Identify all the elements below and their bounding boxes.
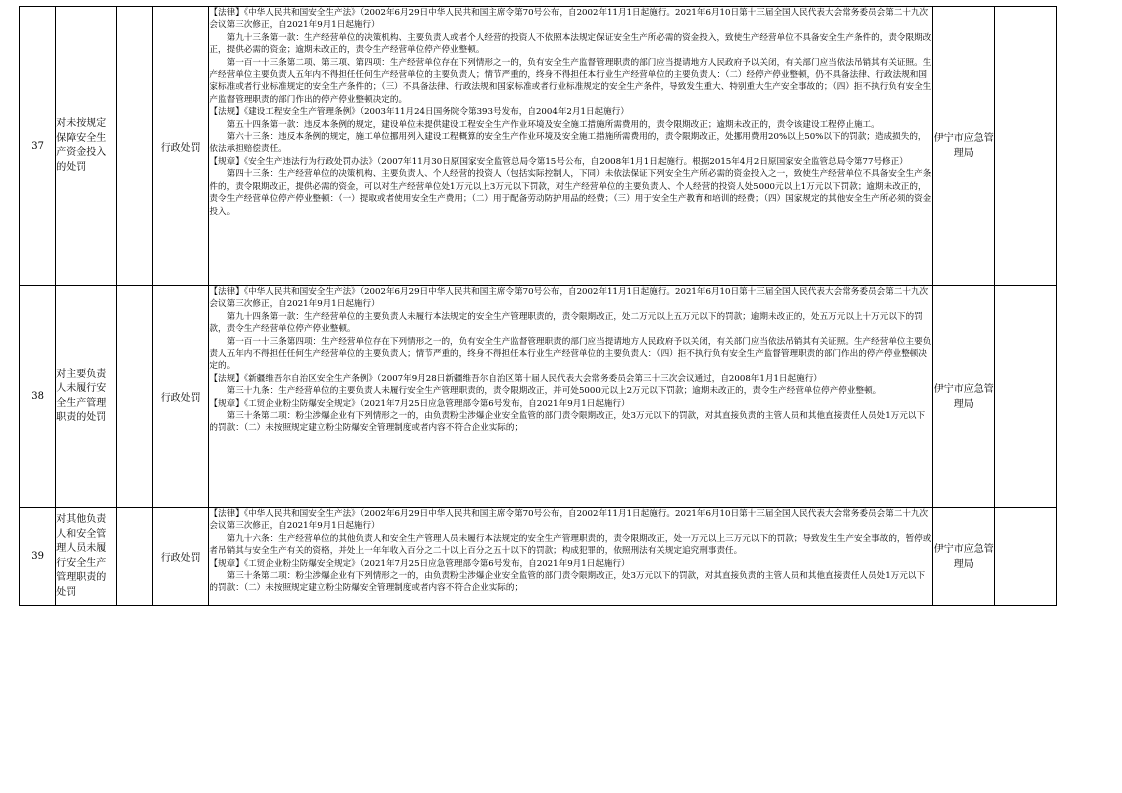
basis-paragraph: 第三十条第二项：粉尘涉爆企业有下列情形之一的，由负责粉尘涉爆企业安全监管的部门责令限期改正，处3万元以下的罚款，对其直接负责的主管人员和其他直接责任人员处1万元以下的罚款：（二）未按照规定建立粉尘防爆安全管理制度或者内容不符合企业实际的； [209,411,926,434]
item-name: 对其他负责人和安全管理人员未履行安全生产管理职责的处罚 [56,508,116,606]
item-type: 行政处罚 [152,7,208,286]
legal-basis-text [209,508,932,605]
legal-basis-text [209,7,932,285]
row-number: 39 [20,508,56,606]
basis-paragraph: 【法律】《中华人民共和国安全生产法》（2002年6月29日中华人民共和国主席令第70号公布，自2002年11月1日起施行。2021年6月10日第十三届全国人民代表大会常务委员会第二十九次会议第三次修正，自2021年9月1日起施行） [209,287,929,310]
basis-paragraph: 第九十六条：生产经营单位的其他负责人和安全生产管理人员未履行本法规定的安全生产管理职责的，责令限期改正，处一万元以上三万元以下的罚款；导致发生生产安全事故的，暂停或者吊销其与安全生产有关的资格，并处上一年年收入百分之二十以上百分之五十以下的罚款；构成犯罪的，依照刑法有关规定追究刑事责任。 [209,533,932,557]
basis-paragraph: 第九十三条第一款：生产经营单位的决策机构、主要负责人或者个人经营的投资人不依照本法规定保证安全生产所必需的资金投入，致使生产经营单位不具备安全生产条件的，责令限期改正，提供必需的资金；逾期未改正的，责令生产经营单位停产停业整顿。 [209,32,932,56]
legal-basis [209,7,933,286]
responsible-org: 伊宁市应急管理局 [932,508,994,606]
remarks-cell [995,508,1057,606]
table-row [20,508,1057,606]
remarks-cell [995,7,1057,286]
basis-paragraph: 【规章】《安全生产违法行为行政处罚办法》（2007年11月30日原国家安全监管总局令第15号公布，自2008年1月1日起施行。根据2015年4月2日原国家安全监管总局令第77号修正） [209,156,908,167]
basis-paragraph: 【法律】《中华人民共和国安全生产法》（2002年6月29日中华人民共和国主席令第70号公布，自2002年11月1日起施行。2021年6月10日第十三届全国人民代表大会常务委员会第二十九次会议第三次修正，自2021年9月1日起施行） [209,8,929,31]
basis-paragraph: 第一百一十三条第四项：生产经营单位存在下列情形之一的，负有安全生产监督管理职责的部门应当提请地方人民政府予以关闭，有关部门应当依法吊销其有关证照。生产经营单位主要负责人五年内不得担任任何生产经营单位的主要负责人；情节严重的，终身不得担任本行业生产经营单位的主要负责人：（四）拒不执行负有安全生产监督管理职责的部门作出的停产停业整顿决定的。 [209,336,932,372]
blank-cell [116,286,152,508]
basis-paragraph: 第四十三条：生产经营单位的决策机构、主要负责人、个人经营的投资人（包括实际控制人，下同）未依法保证下列安全生产所必需的资金投入之一，致使生产经营单位不具备安全生产条件的，责令限期改正，提供必需的资金，可以对生产经营单位处1万元以上3万元以下罚款，对生产经营单位的主要负责人、个人经营的投资人处5000元以上1万元以下罚款；逾期未改正的，责令生产经营单位停产停业整顿：（一）提取或者使用安全生产费用；（二）用于配备劳动防护用品的经费；（三）用于安全生产教育和培训的经费；（四）国家规定的其他安全生产所必须的资金投入。 [209,169,932,217]
basis-paragraph: 【法规】《新疆维吾尔自治区安全生产条例》（2007年9月28日新疆维吾尔自治区第十届人民代表大会常务委员会第三十三次会议通过，自2008年1月1日起施行） [209,373,822,384]
responsible-org: 伊宁市应急管理局 [932,286,994,508]
legal-basis [209,508,933,606]
item-name: 对未按规定保障安全生产资金投入的处罚 [56,7,116,286]
basis-paragraph: 第六十三条：违反本条例的规定，施工单位挪用列入建设工程概算的安全生产作业环境及安全施工措施所需费用的，责令限期改正，处挪用费用20%以上50%以下的罚款；造成损失的，依法承担赔偿责任。 [209,132,927,155]
basis-paragraph: 第五十四条第一款：违反本条例的规定，建设单位未提供建设工程安全生产作业环境及安全施工措施所需费用的，责令限期改正；逾期未改正的，责令该建设工程停止施工。 [226,119,880,130]
row-number: 37 [20,7,56,286]
responsible-org: 伊宁市应急管理局 [932,7,994,286]
item-type: 行政处罚 [152,508,208,606]
table-row [20,7,1057,286]
remarks-cell [995,286,1057,508]
row-number: 38 [20,286,56,508]
item-type: 行政处罚 [152,286,208,508]
table-row [20,286,1057,508]
blank-cell [116,7,152,286]
item-name: 对主要负责人未履行安全生产管理职责的处罚 [56,286,116,508]
basis-paragraph: 【规章】《工贸企业粉尘防爆安全规定》（2021年7月25日应急管理部令第6号发布，自2021年9月1日起施行） [209,398,630,409]
basis-paragraph: 【法律】《中华人民共和国安全生产法》（2002年6月29日中华人民共和国主席令第70号公布，自2002年11月1日起施行。2021年6月10日第十三届全国人民代表大会常务委员会第二十九次会议第三次修正，自2021年9月1日起施行） [209,509,929,532]
blank-cell [116,508,152,606]
basis-paragraph: 第三十条第二项：粉尘涉爆企业有下列情形之一的，由负责粉尘涉爆企业安全监管的部门责令限期改正，处3万元以下的罚款，对其直接负责的主管人员和其他直接责任人员处1万元以下的罚款：（二）未按照规定建立粉尘防爆安全管理制度或者内容不符合企业实际的； [209,571,926,594]
basis-paragraph: 第九十四条第一款：生产经营单位的主要负责人未履行本法规定的安全生产管理职责的，责令限期改正，处二万元以上五万元以下的罚款；逾期未改正的，处五万元以上十万元以下的罚款，责令生产经营单位停产停业整顿。 [209,311,923,335]
basis-paragraph: 【规章】《工贸企业粉尘防爆安全规定》（2021年7月25日应急管理部令第6号发布，自2021年9月1日起施行） [209,558,630,569]
legal-basis [209,286,933,508]
penalty-table [19,6,1057,606]
basis-paragraph: 第三十九条：生产经营单位的主要负责人未履行安全生产管理职责的，责令限期改正，并可处5000元以上2万元以下罚款；逾期未改正的，责令生产经营单位停产停业整顿。 [226,386,882,397]
legal-basis-text [209,286,932,507]
basis-paragraph: 【法规】《建设工程安全生产管理条例》（2003年11月24日国务院令第393号发布，自2004年2月1日起施行） [209,107,629,118]
basis-paragraph: 第一百一十三条第二项、第三项、第四项：生产经营单位存在下列情形之一的，负有安全生产监督管理职责的部门应当提请地方人民政府予以关闭，有关部门应当依法吊销其有关证照。生产经营单位主要负责人五年内不得担任任何生产经营单位的主要负责人；情节严重的，终身不得担任本行业生产经营单位的主要负责人：（二）经停产停业整顿，仍不具备法律、行政法规和国家标准或者行业标准规定的安全生产条件的；（三）不具备法律、行政法规和国家标准或者行业标准规定的安全生产条件，导致发生重大、特别重大生产安全事故的；（四）拒不执行负有安全生产监督管理职责的部门作出的停产停业整顿决定的。 [209,57,932,105]
